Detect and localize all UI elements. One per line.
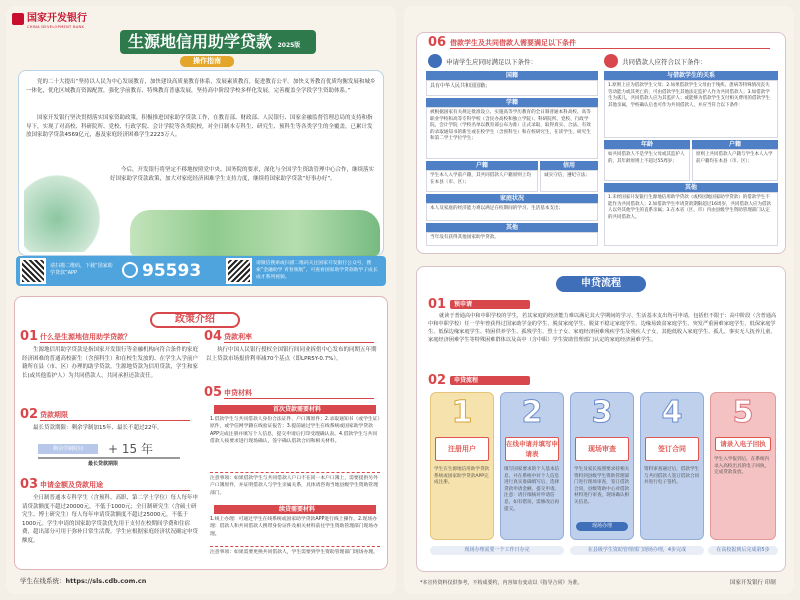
policy-03-question: 申请金额及贷款用途 [40, 480, 190, 491]
cond-l-other-b: 当年没有获得其他国家助学贷款。 [426, 232, 598, 246]
step-2-card[interactable] [500, 392, 564, 540]
flow-01-text: 就读于普通高中和中职学校的学生，若其家庭的经济能力难以满足其大学期间的学习、生活基本支出均可申请，包括但不限于：高中阶段（含普通高中和中职学校）任一学年曾获得过国家助学金的学生、脱贫家庭学生、脱贫不稳定家庭学生、边缘易致贫家庭学生、突发严重困难家庭学生、低保家庭学生、低保边缘家庭学生、特困供养学生、孤残学生、烈士子女、家庭经济困难残疾学生及残疾人子女、其他低收入家庭学生、孤儿、事实无人抚养儿童、家庭经济困难学生等特殊困难群体以及高中（含中职）学生资助管理部门认定的家庭经济困难学生。 [428, 313, 777, 343]
term-max-bar [38, 457, 180, 459]
continue-loan-items: 1.线上办理：可通过学生在线系统或国家助学贷款APP进行线上操作。2.现场办理：借款人和共同借款人携带身份证件及相关材料前往学生资助管理部门现场办理。 [210, 517, 378, 537]
cond-l-status-h: 学籍 [426, 98, 598, 107]
website-prefix: 学生在线系统： [20, 577, 66, 585]
intro-para-1: 党的二十大提出“坚持以人民为中心发展教育，加快建设高质量教育体系，发展素质教育，促进教育公平。加快义务教育优质均衡发展和城乡一体化，优化区域教育资源配置，强化学前教育、特殊教育普惠发展，坚持高中阶段学校多样化发展，完善覆盖全学段学生资助体系。” [26, 79, 376, 94]
students-illustration [24, 168, 106, 252]
guide-badge: 操作指南 [180, 56, 234, 67]
website-url[interactable]: https://sls.cdb.com.cn [65, 577, 147, 585]
policy-02-question: 贷款期限 [40, 410, 190, 421]
cond-r-other-h: 其他 [604, 183, 778, 192]
step-4-number: 4 [661, 395, 683, 430]
bank-name-en: CHINA DEVELOPMENT BANK [27, 25, 85, 29]
cond-l-family-h: 家庭状况 [426, 194, 598, 203]
bar-step1: 现场办理需要一个工作日办完 [430, 546, 564, 555]
cond-l-nationality-h: 国籍 [426, 71, 598, 80]
year-badge: 2025版 [277, 42, 301, 49]
bar-step5: 在高校报到后完成第5步 [708, 546, 778, 555]
app-download-hint: 请扫描二维码，下载“国家助学贷款”APP [50, 263, 113, 276]
term-max-label: 最长贷款期限 [88, 461, 119, 467]
cond-l-hukou-b: 学生本人入学前户籍，其共同借款人户籍原则上均在本县（市、区）； [426, 170, 538, 192]
cond-r-hukou-b: 原则上共同借款人户籍与学生本人入学前户籍均在本县（市、区）； [692, 149, 778, 181]
step-5-card[interactable] [710, 392, 776, 540]
page-title-text: 生源地信用助学贷款 [128, 32, 273, 51]
cond-l-credit-h: 信用 [540, 161, 598, 170]
policy-02-answer: 最长贷款期限：剩余学制加15年、最长不超过22年。 [33, 425, 163, 431]
policy-01-answer: 生源地信用助学贷款是指国家开发银行等金融机构向符合条件的家庭经济困难的普通高校新生（含预科生）和在校生发放的、在学生入学前户籍所在县（市、区）办理的助学贷款。生源地贷款为信用贷款，学生和家长(或其他监护人）为共同借款人，共同承担还款责任。 [22, 347, 199, 379]
wechat-hint: 请微信搜索或扫描二维码关注国家开发银行公众号，搜索“金融助学 青春领航”，可查看国家助学贷款助学子成长成才系列视频。 [256, 261, 378, 280]
cond-l-credit-b: 诚实守信，遵纪守法； [540, 170, 598, 192]
flow-02-num: 02 [428, 373, 447, 388]
policy-04-num: 04 [204, 329, 223, 344]
intro-para-2: 国家开发银行坚决贯彻落实国家资助政策，积极推进国家助学贷款工作，在教育部、财政部、人民银行、国家金融监督管理总局的支持和指导下，实现了对高校、科研院所、党校、行政学院、会计学院等各类院校，对全日制本专科生、研究生、预科生等各类学生的全覆盖，已累计发放国家助学贷款4569亿元，惠及家庭经济困难学生2223万人。 [26, 115, 373, 138]
policy-03-num: 03 [20, 477, 39, 492]
step-2-label: 在线申请并填写申请表 [505, 437, 559, 461]
continue-loan-header: 续贷需要材料 [214, 505, 376, 514]
flow-01-num: 01 [428, 297, 447, 312]
first-loan-header: 首次贷款需要材料 [214, 405, 376, 414]
step-1-label: 注册用户 [435, 437, 489, 461]
policy-02-num: 02 [20, 407, 39, 422]
term-remaining-label: 剩余学制时间 [38, 444, 98, 454]
cond-l-hukou-h: 户籍 [426, 161, 538, 170]
page-title [120, 30, 316, 54]
step-4-card[interactable] [640, 392, 704, 540]
cond-r-relation-h: 与借款学生的关系 [604, 71, 778, 80]
step-3-number: 3 [591, 395, 613, 430]
policy-title: 政策介绍 [150, 312, 240, 328]
step-3-desc: 学生及家长按照要求持相关资料到县级学生资助管理部门进行现场审查，签订借款合同，县级资助中心对借款材料进行审查，现场确认相关信息。 [574, 467, 630, 505]
cond-r-age-h: 年龄 [604, 140, 690, 149]
step-5-number: 5 [732, 395, 754, 430]
footer-printer: 国家开发银行 印制 [730, 580, 776, 586]
policy-01-question: 什么是生源地信用助学贷款？ [40, 332, 190, 343]
intro-para-3: 今后，开发银行将坚定不移地按照党中央、国务院的要求，深化与全国学生资助管理中心合作，继续落实好国家助学贷款政策，加大对家庭经济困难学生支持力度，继续将国家助学贷款“好事办好”。 [110, 167, 375, 182]
first-loan-remark: 注意事项：如果借款学生与共同借款人户口不在同一本户口簿上，需要提供另外户口簿原件，并证明借款人与学生亲属关系，具体请咨询当地县级学生资助管理部门。 [210, 472, 380, 497]
bank-name: 国家开发银行 [27, 13, 87, 24]
bank-logo [12, 13, 24, 25]
flow-title: 申贷流程 [556, 276, 646, 292]
bar-steps-onsite: 在县级学生资助管理部门现场办理，4步完成 [570, 546, 704, 555]
policy-05-num: 05 [204, 385, 223, 400]
cond-r-age-b: 如共同借款人不是学生父母或其监护人的，其年龄原则上不超过55周岁； [604, 149, 690, 181]
conditions-num: 06 [428, 35, 447, 50]
step-2-number: 2 [521, 395, 543, 430]
flow-02-title: 申贷流程 [450, 376, 530, 385]
step-1-number: 1 [451, 395, 473, 430]
onsite-pill: 现场办理 [576, 522, 628, 531]
left-cond-title: 申请学生应同时满足以下条件： [446, 58, 537, 66]
footer-note: *本宣传资料仅供参考，不构成要约，内容如有变动以《指导合同》为准。 [420, 580, 583, 586]
app-qr-code[interactable] [20, 258, 46, 284]
cond-r-hukou-h: 户籍 [692, 140, 778, 149]
first-loan-items: 1.借款学生与共同借款人身份合法证件、户口簿原件；2.录取通知书（或学生证）原件，或学信网学籍在线验证报告；3.提前通过学生在线系统或国家助学贷款APP完成注册并填写个人信息，提交申请后打印受理确认表。4.借款学生与共同借款人按要求进行现场确认，签字确认借款合同和相关材料。 [210, 417, 380, 444]
cond-l-status-b: 被根据国家有关规定批准设立、实施高等学历教育的全日制普通本科高校、高等职业学校和高等专科学校（含民办高校和独立学院）、科研院所、党校、行政学院、会计学院（学校名单以教育部公布为准）正式录取，取得真实、合法、有效的录取通知书的新生或在校学生（含预科生）和在校研究生，在读学生、研究生和第二学士学位学生； [426, 107, 598, 159]
family-icon [604, 54, 618, 68]
flow-01-title: 预申请 [450, 300, 530, 309]
step-3-card[interactable] [570, 392, 634, 540]
step-1-card[interactable] [430, 392, 494, 540]
step-1-desc: 学生在生源地信用助学贷款系统或国家助学贷款APP完成注册。 [434, 467, 490, 486]
step-5-desc: 学生入学报到后，在系统内录入高校出具的电子回执，完成贷款发放。 [714, 457, 770, 476]
phone-number: 95593 [142, 261, 202, 281]
step-5-label: 请录入电子回执 [715, 437, 771, 451]
right-cond-title: 共同借款人应符合以下条件： [622, 58, 707, 66]
cond-r-other-b: 1.未经国家开发银行生源地信用助学贷款（或校园地国家助学贷款）的借款学生不能作为共同借款人；2.如借款学生申请贷款期限超过16周岁，共同借款人应为借款人以外其他学生的直系亲属；3.在本省（区、市）内由县级学生资助管理部门认定的共同借款人。 [604, 192, 778, 246]
cond-l-nationality-b: 具有中华人民共和国国籍； [426, 80, 598, 96]
policy-04-answer: 执行中国人民银行授权全国银行间同业拆借中心发布的同期五年期以上贷款市场报价利率减70个基点（即LPR5Y-0.7%）。 [206, 347, 377, 362]
cond-r-relation-b: 1.原则上应为借款学生父母；2.如果借款学生父母由于残疾、患病等特殊情况丧失劳动能力或其死亡的，可由借款学生其他法定监护人作为共同借款人；3.如借款学生为孤儿，共同借款人应为其监护人；或能够为借款学生支付相关费用的借款学生其他亲属，学校确认后也可作为共同借款人，并应当符合以下条件： [604, 80, 778, 138]
phone-icon [122, 262, 138, 278]
student-icon [428, 54, 442, 68]
step-4-desc: 资料审查通过后，借款学生与共同借款人签订借款合同并进行电子签约。 [644, 467, 700, 486]
cond-l-family-b: 本人及家庭的经济能力难以满足在校期间的学习、生活基本支出； [426, 203, 598, 221]
leaves-illustration [130, 210, 380, 256]
policy-03-answer: 全日制普通本专科学生（含预科、高职、第二学士学位）每人每年申请贷款额度不超过20000元，不低于1000元；全日制研究生（含硕士研究生、博士研究生）每人每年申请贷款额度不超过25000元，不低于1000元。学生申请的国家助学贷款优先用于支付在校期间学费和住宿费，超出部分可用于弥补日常生活费。学生应根据家庭经济状况确定申贷额度。 [22, 495, 199, 544]
step-2-desc: 填写国家要求的个人基本信息，并在系统中对个人信息进行真实准确填写后，选择贷款申请金额，提交申请。注意：请仔细核对申请信息，如有错误，需修改后再提交。 [504, 467, 560, 512]
policy-04-question: 贷款利率 [224, 332, 374, 343]
policy-01-num: 01 [20, 329, 39, 344]
policy-05-question: 申贷材料 [224, 388, 374, 399]
step-4-label: 签订合同 [645, 437, 699, 461]
website-label [20, 577, 146, 586]
continue-loan-remark: 注意事项：如果需要更换共同借款人，学生需要到学生资助管理部门现场办理。 [210, 546, 380, 556]
term-plus-15: + 15 年 [108, 442, 153, 456]
step-3-label: 现场审查 [575, 437, 629, 461]
wechat-qr-code[interactable] [226, 258, 252, 284]
conditions-title: 借款学生及共同借款人需要满足以下条件 [450, 38, 770, 49]
cond-l-other-h: 其他 [426, 223, 598, 232]
